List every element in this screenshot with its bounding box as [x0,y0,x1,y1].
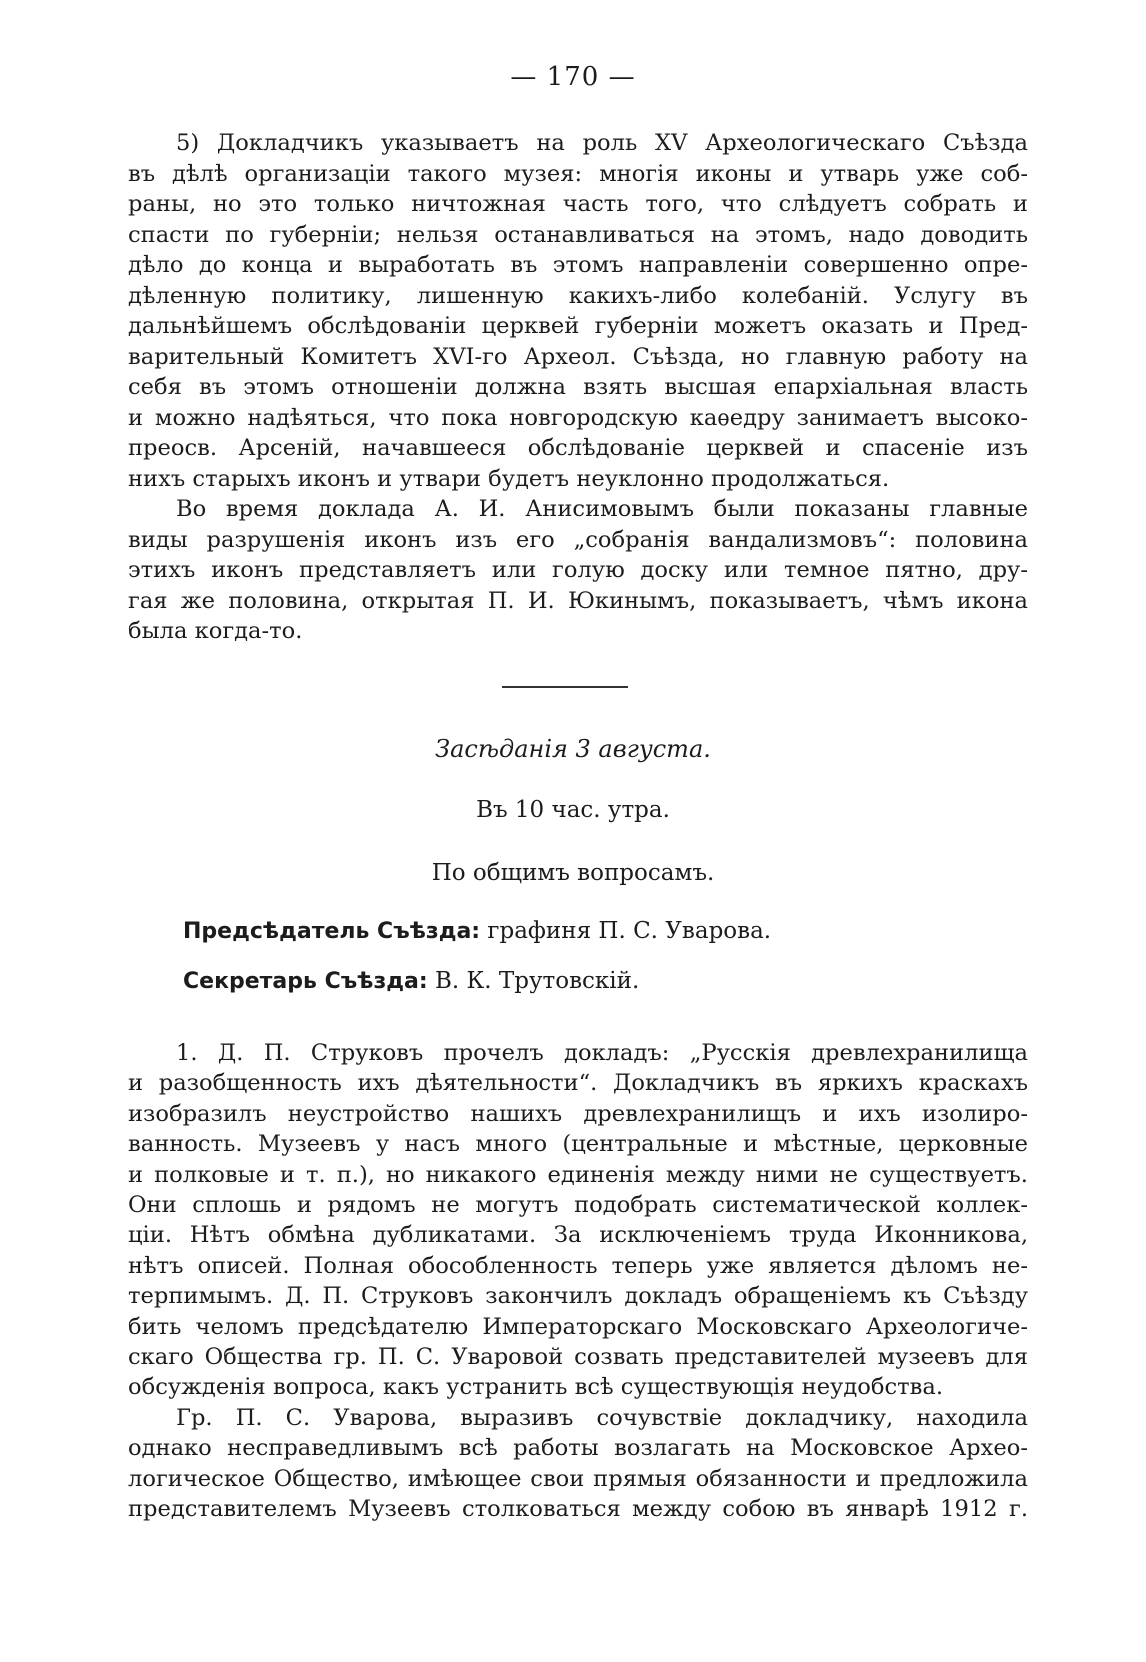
secretary-role-label: Секретарь Съѣзда: [183,969,428,994]
text-line: 1. Д. П. Струковъ прочелъ докладъ: „Русскія древлехранилища [176,1040,1028,1066]
page-number: — 170 — [510,62,636,92]
text-line: 5) Докладчикъ указываетъ на роль XV Археологическаго Съѣзда [176,130,1028,156]
text-line: нихъ старыхъ иконъ и утвари будетъ неуклонно продолжаться. [128,465,890,492]
text-line: спасти по губерніи; нельзя останавливаться на этомъ, надо доводить [128,221,1028,248]
text-line: нѣтъ описей. Полная обособленность теперь уже является дѣломъ не- [128,1252,1028,1279]
text-line: въ дѣлѣ организаціи такого музея: многія иконы и утварь уже соб- [128,160,1028,187]
session-topic: По общимъ вопросамъ. [431,860,715,886]
chair-role-label: Предсѣдатель Съѣзда: [183,919,481,944]
text-line: логическое Общество, имѣющее свои прямыя обязанности и предложила [128,1465,1028,1492]
text-line: и можно надѣяться, что пока новгородскую каѳедру занимаетъ высоко- [128,404,1028,431]
text-line: и разобщенность ихъ дѣятельности“. Докладчикъ въ яркихъ краскахъ [128,1070,1028,1097]
text-line: виды разрушенія иконъ изъ его „собранія вандализмовъ“: половина [128,526,1028,553]
text-line: гая же половина, открытая П. И. Юкинымъ, показываетъ, чѣмъ икона [128,587,1028,614]
text-line: и полковые и т. п.), но никакого единенія между ними не существуетъ. [128,1161,1028,1188]
section-divider [502,686,628,688]
text-line: терпимымъ. Д. П. Струковъ закончилъ докладъ обращеніемъ къ Съѣзду [128,1283,1028,1310]
text-line: Во время доклада А. И. Анисимовымъ были показаны главные [176,496,1028,522]
text-line: однако несправедливымъ всѣ работы возлагать на Московское Архео- [128,1435,1028,1462]
session-time: Въ 10 час. утра. [476,797,670,823]
text-line: Гр. П. С. Уварова, выразивъ сочувствіе докладчику, находила [176,1404,1028,1431]
text-line: варительный Комитетъ XVI-го Археол. Съѣзда, но главную работу на [128,343,1028,370]
text-line: дѣленную политику, лишенную какихъ-либо колебаній. Услугу въ [128,282,1028,309]
text-line: обсужденія вопроса, какъ устранить всѣ существующія неудобства. [128,1374,943,1401]
text-line: дальнѣйшемъ обслѣдованіи церквей губерніи можетъ оказать и Пред- [128,313,1028,339]
text-line: ціи. Нѣтъ обмѣна дубликатами. За исключеніемъ труда Иконникова, [128,1222,1028,1249]
text-line: раны, но это только ничтожная часть того, что слѣдуетъ собрать и [128,191,1028,217]
text-line: Они сплошь и рядомъ не могутъ подобрать систематической коллек- [128,1192,1028,1219]
text-block-1 [128,128,1028,647]
text-line: себя въ этомъ отношеніи должна взять высшая епархіальная власть [128,374,1028,400]
text-line: дѣло до конца и выработать въ этомъ направленіи совершенно опре- [128,252,1028,278]
text-line: изобразилъ неустройство нашихъ древлехранилищъ и ихъ изолиро- [128,1100,1028,1127]
text-line: бить челомъ предсѣдателю Императорскаго Московскаго Археологиче- [128,1313,1028,1340]
text-block-2 [128,1038,1028,1525]
session-title: Засѣданія 3 августа. [435,735,711,763]
text-line: преосв. Арсеній, начавшееся обслѣдованіе церквей и спасеніе изъ [128,435,1028,461]
text-line: ванность. Музеевъ у насъ много (центральные и мѣстные, церковные [128,1131,1028,1158]
text-line: этихъ иконъ представляетъ или голую доску или темное пятно, дру- [128,557,1028,583]
chair-line [183,918,771,944]
chair-name: графиня П. С. Уварова. [487,918,772,944]
text-line: была когда-то. [128,618,303,644]
secretary-line [183,968,639,994]
text-line: скаго Общества гр. П. С. Уваровой созвать представителей музеевъ для [128,1344,1028,1371]
secretary-name: В. К. Трутовскій. [434,968,640,994]
text-line: представителемъ Музеевъ столковаться между собою въ январѣ 1912 г. [128,1496,1028,1523]
